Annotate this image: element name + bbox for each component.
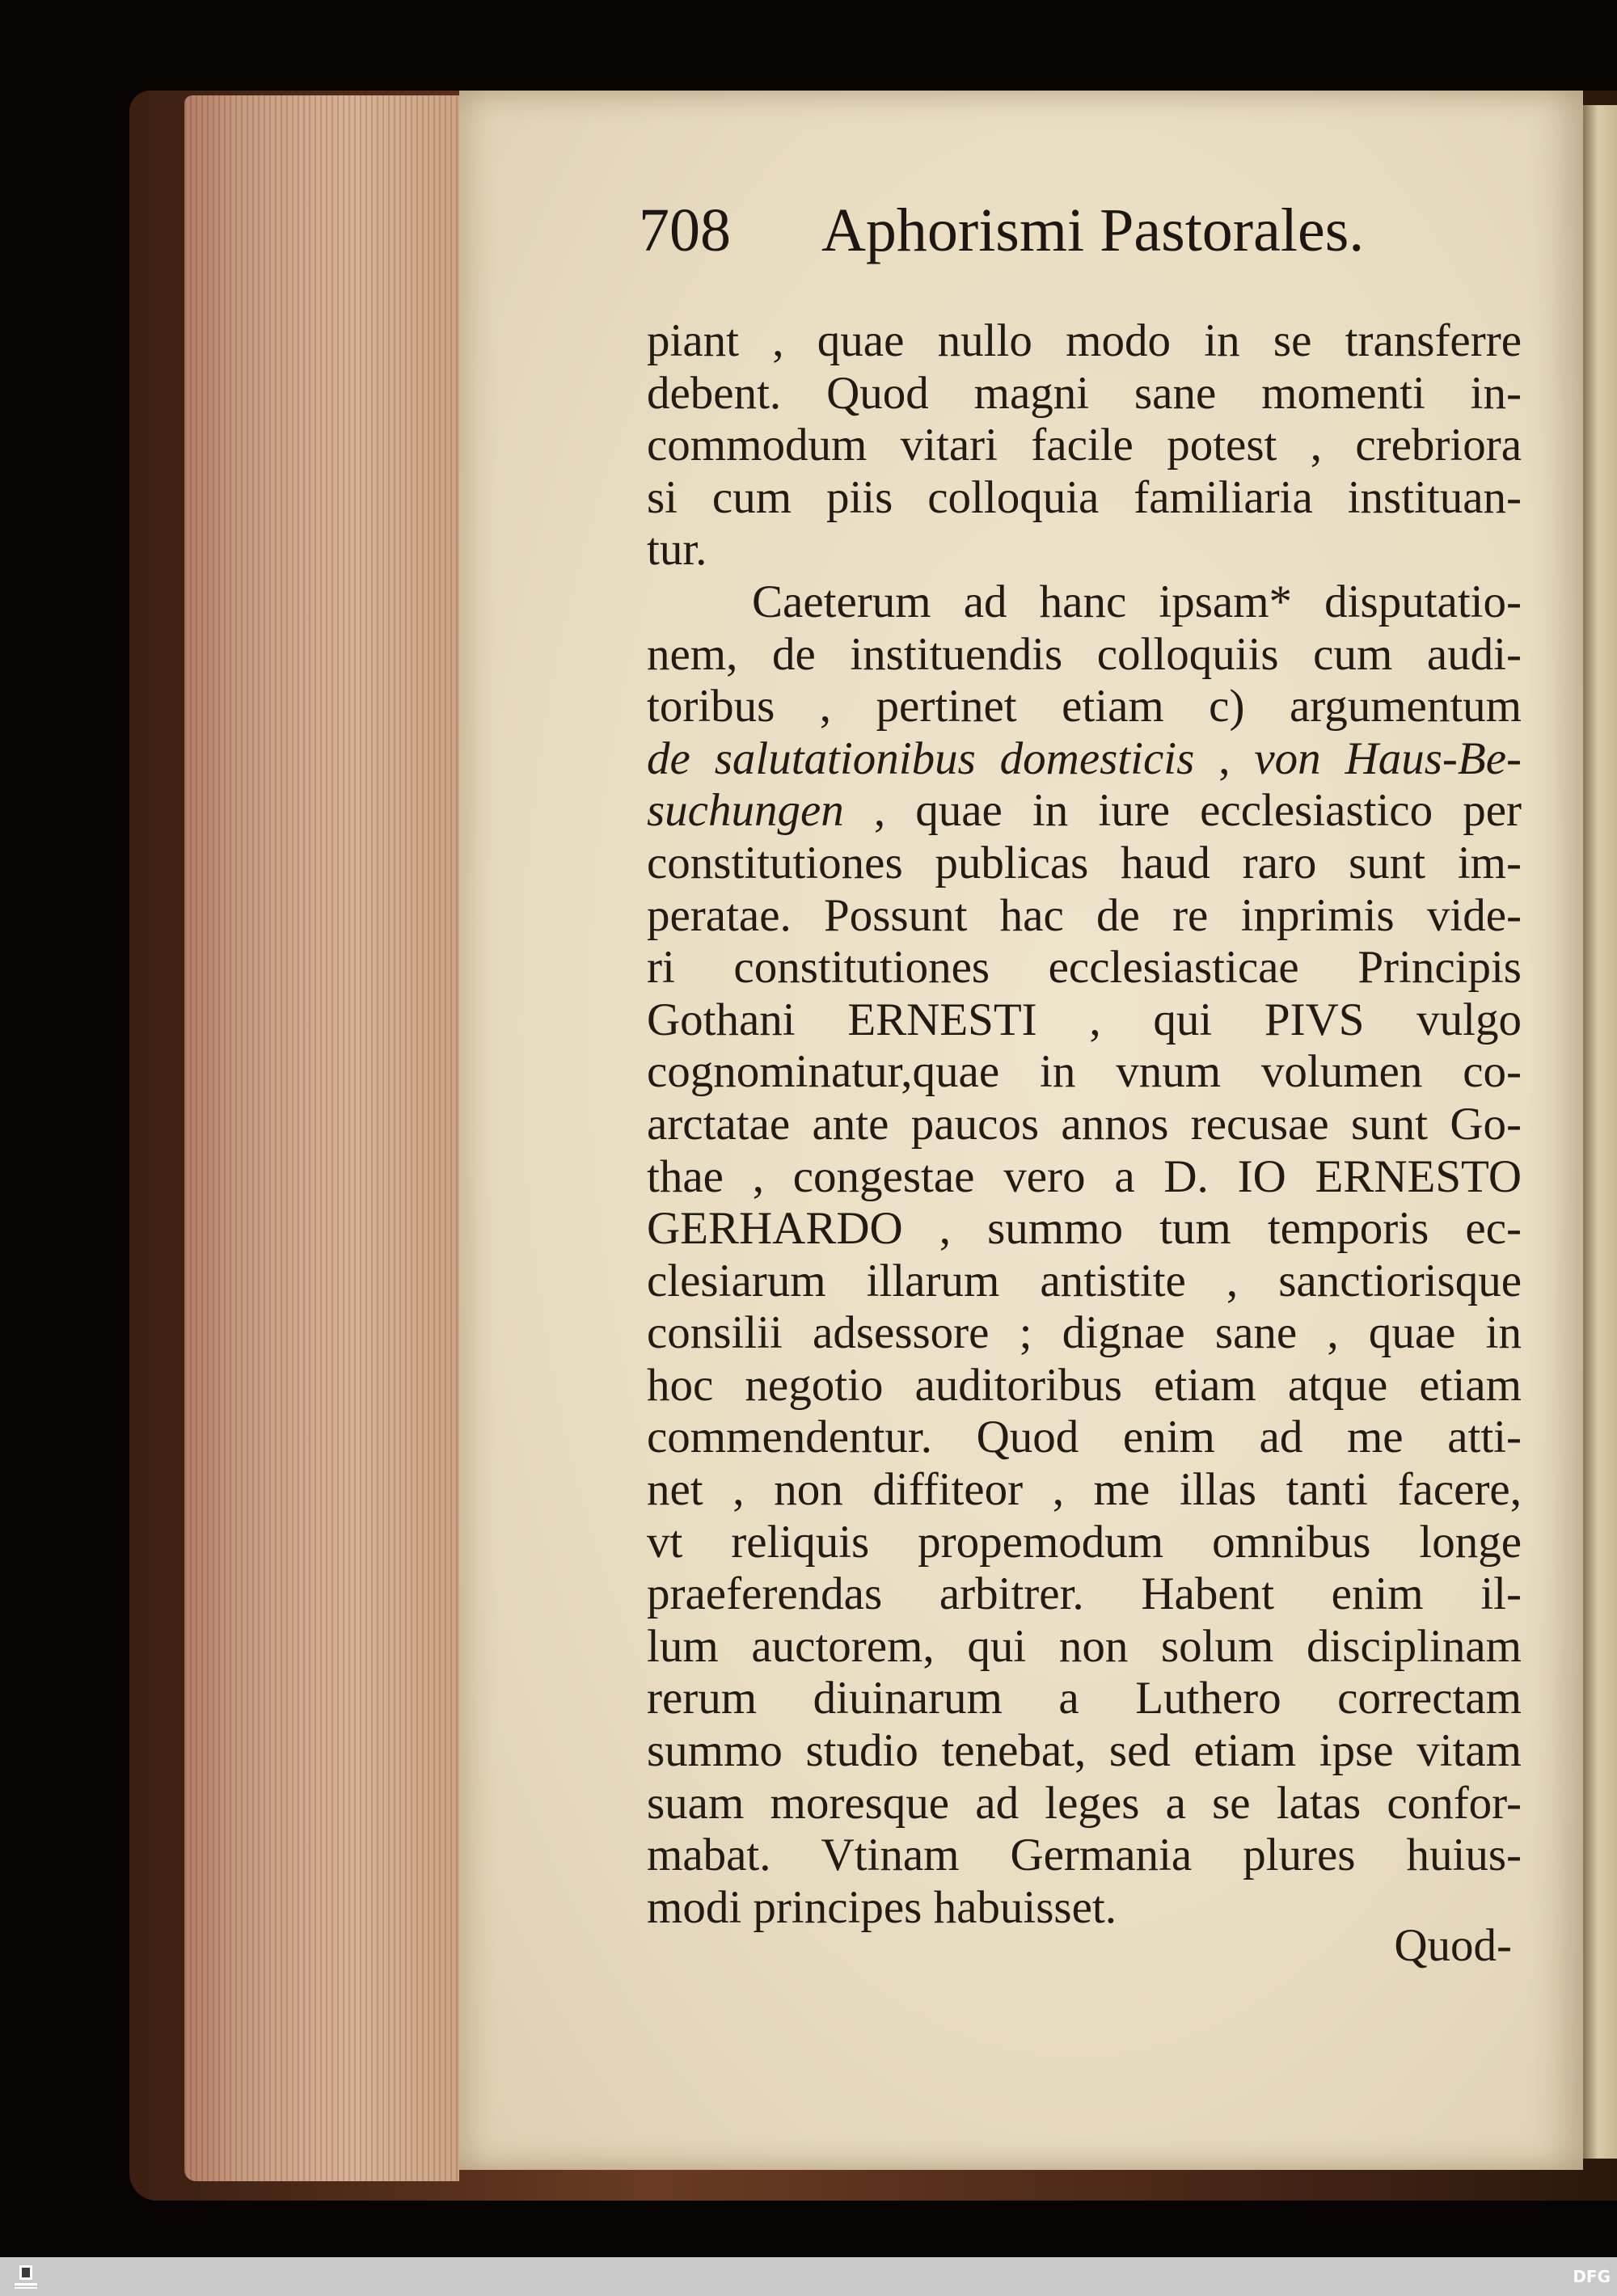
library-logo-icon: [8, 2260, 44, 2293]
text-line-3: commodum vitari facile potest , crebriora: [647, 420, 1522, 471]
text-line-23: net , non diffiteor , me illas tanti facere,: [647, 1464, 1522, 1516]
text-line-25: praeferendas arbitrer. Habent enim il-: [647, 1568, 1522, 1620]
text-line-27: rerum diuinarum a Luthero correctam: [647, 1673, 1522, 1724]
text-line-24: vt reliquis propemodum omnibus longe: [647, 1516, 1522, 1568]
italic-phrase: de salutationibus domesticis: [647, 732, 1195, 784]
text-line-14: Gothani ERNESTI , qui PIVS vulgo: [647, 994, 1522, 1045]
running-title: Aphorismi Pastorales.: [821, 196, 1365, 264]
text-line-12: peratae. Possunt hac de re inprimis vide-: [647, 889, 1522, 941]
text-line-11: constitutiones publicas haud raro sunt im-: [647, 837, 1522, 888]
italic-phrase: von Haus-Be-: [1254, 732, 1522, 784]
page-header: [639, 184, 1528, 281]
text-line-31: modi principes habuisset.: [647, 1881, 1117, 1933]
text-line-6: Caeterum ad hanc ipsam* disputatio-: [752, 576, 1522, 627]
text-line-29: suam moresque ad leges a se latas confor-: [647, 1777, 1522, 1829]
text-line-4: si cum piis colloquia familiaria instituan-: [647, 471, 1522, 523]
text-line-30: mabat. Vtinam Germania plures huius-: [647, 1830, 1522, 1881]
text-line-26: lum auctorem, qui non solum disciplinam: [647, 1620, 1522, 1672]
facing-page-edge: [1583, 105, 1617, 2159]
italic-phrase: suchungen: [647, 785, 844, 837]
viewer-footer-bar: [0, 2257, 1617, 2296]
text-line-8: toribus , pertinet etiam c) argumentum: [647, 681, 1522, 732]
text-line-19: clesiarum illarum antistite , sanctiorisque: [647, 1255, 1522, 1306]
text-line-7: nem, de instituendis colloquiis cum audi-: [647, 628, 1522, 680]
text-line-9: [647, 733, 1522, 786]
text-line-10: [647, 785, 1522, 838]
dfg-logo: DFG: [1573, 2267, 1611, 2286]
line-rest: , quae in iure ecclesiastico per: [843, 785, 1522, 837]
text-line-2: debent. Quod magni sane momenti in-: [647, 367, 1522, 419]
text-line-1: piant , quae nullo modo in se transferre: [647, 315, 1522, 366]
text-line-17: thae , congestae vero a D. IO ERNESTO: [647, 1150, 1522, 1202]
text-line-28: summo studio tenebat, sed etiam ipse vitam: [647, 1725, 1522, 1777]
separator: ,: [1194, 732, 1255, 784]
text-line-18: GERHARDO , summo tum temporis ec-: [647, 1203, 1522, 1255]
text-line-22: commendentur. Quod enim ad me atti-: [647, 1412, 1522, 1463]
text-line-15: cognominatur,quae in vnum volumen co-: [647, 1046, 1522, 1098]
text-line-16: arctatae ante paucos annos recusae sunt Go-: [647, 1098, 1522, 1150]
page-edges: [184, 95, 459, 2181]
text-line-20: consilii adsessore ; dignae sane , quae in: [647, 1307, 1522, 1359]
text-line-13: ri constitutiones ecclesiasticae Principis: [647, 942, 1522, 994]
text-line-5: tur.: [647, 524, 707, 576]
text-line-21: hoc negotio auditoribus etiam atque etiam: [647, 1359, 1522, 1411]
body-text: [647, 315, 1522, 1934]
catchword: Quod-: [1394, 1920, 1512, 1971]
page-number: 708: [639, 196, 731, 264]
